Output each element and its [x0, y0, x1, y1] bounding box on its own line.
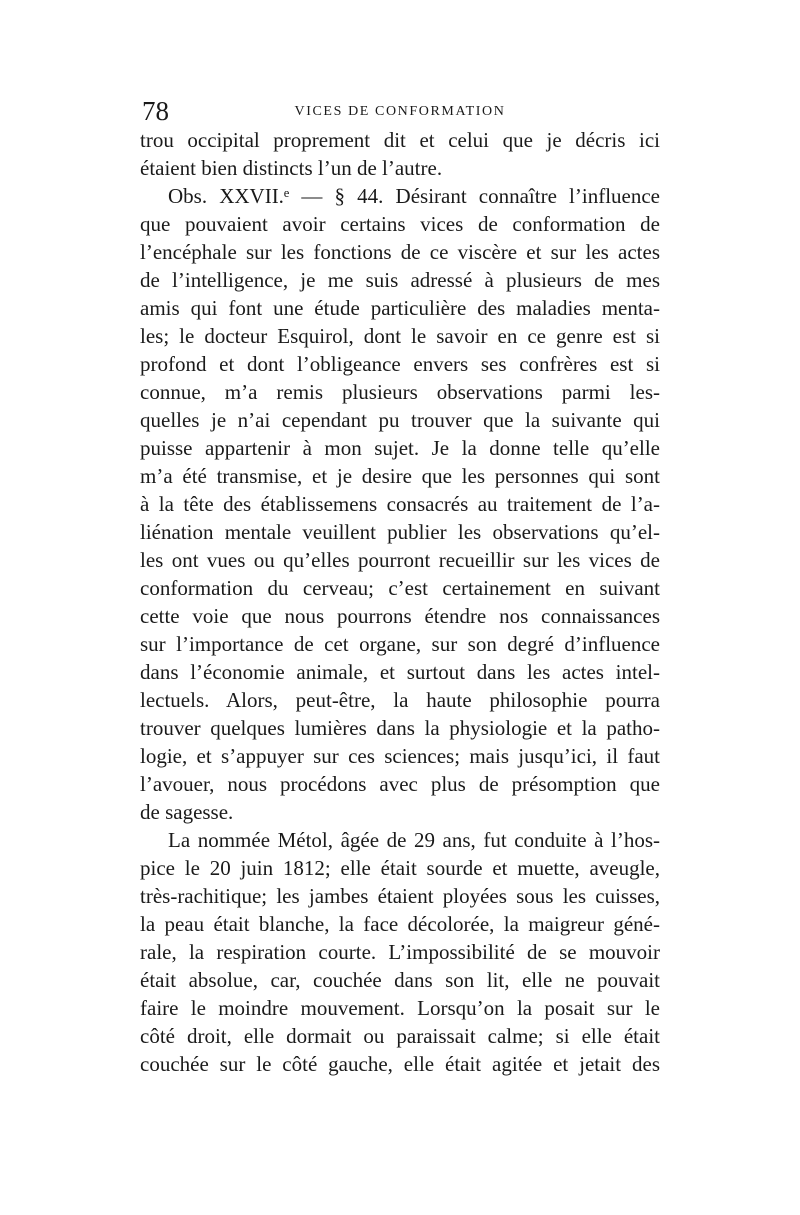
text-line-content: trou occipital proprement dit et celui que je décris ici — [140, 128, 660, 152]
text-line — [140, 406, 660, 434]
text-line — [140, 602, 660, 630]
text-line-content: que pouvaient avoir certains vices de conformation de — [140, 212, 660, 236]
text-line-content: La nommée Métol, âgée de 29 ans, fut conduite à l’hos- — [168, 828, 660, 852]
text-line — [140, 1022, 660, 1050]
text-line — [140, 1050, 660, 1078]
text-line — [140, 126, 660, 154]
text-line-content: l’encéphale sur les fonctions de ce viscère et sur les actes — [140, 240, 660, 264]
text-line-content: rale, la respiration courte. L’impossibilité de se mouvoir — [140, 940, 660, 964]
text-line-content: côté droit, elle dormait ou paraissait calme; si elle était — [140, 1024, 660, 1048]
text-line — [140, 546, 660, 574]
text-line — [140, 182, 660, 210]
text-line — [140, 518, 660, 546]
text-line-content: était absolue, car, couchée dans son lit, elle ne pouvait — [140, 968, 660, 992]
text-line — [140, 294, 660, 322]
text-line-content: pice le 20 juin 1812; elle était sourde et muette, aveugle, — [140, 856, 660, 880]
text-line — [140, 686, 660, 714]
text-line — [140, 574, 660, 602]
text-line — [140, 462, 660, 490]
text-line — [140, 630, 660, 658]
text-line — [140, 994, 660, 1022]
text-line-content: de sagesse. — [140, 800, 234, 824]
text-line-content: de l’intelligence, je me suis adressé à plusieurs de mes — [140, 268, 660, 292]
text-line-content: trouver quelques lumières dans la physiologie et la patho- — [140, 716, 660, 740]
text-line-content: conformation du cerveau; c’est certainement en suivant — [140, 576, 660, 600]
text-line — [140, 378, 660, 406]
text-line-content: la peau était blanche, la face décolorée, la maigreur géné- — [140, 912, 660, 936]
text-line-content: les; le docteur Esquirol, dont le savoir en ce genre est si — [140, 324, 660, 348]
text-line-content: étaient bien distincts l’un de l’autre. — [140, 156, 443, 180]
text-line — [140, 854, 660, 882]
text-line-content: très-rachitique; les jambes étaient ployées sous les cuisses, — [140, 884, 660, 908]
text-line-content: quelles je n’ai cependant pu trouver que la suivante qui — [140, 408, 660, 432]
text-line — [140, 826, 660, 854]
text-line — [140, 238, 660, 266]
text-line-content: puisse appartenir à mon sujet. Je la donne telle qu’elle — [140, 436, 660, 460]
text-line-content: Obs. XXVII.ᵉ — § 44. Désirant connaître l’influence — [168, 184, 660, 208]
text-line — [140, 798, 660, 826]
text-line-content: les ont vues ou qu’elles pourront recueillir sur les vices de — [140, 548, 660, 572]
page-header — [140, 96, 660, 130]
text-line-content: connue, m’a remis plusieurs observations parmi les- — [140, 380, 660, 404]
text-line-content: l’avouer, nous procédons avec plus de présomption que — [140, 772, 660, 796]
text-line-content: dans l’économie animale, et surtout dans les actes intel- — [140, 660, 660, 684]
text-line — [140, 154, 660, 182]
text-line-content: faire le moindre mouvement. Lorsqu’on la posait sur le — [140, 996, 660, 1020]
text-line-content: cette voie que nous pourrons étendre nos connaissances — [140, 604, 660, 628]
running-title: VICES DE CONFORMATION — [294, 104, 506, 119]
text-line — [140, 434, 660, 462]
text-line — [140, 210, 660, 238]
text-line — [140, 938, 660, 966]
text-line-content: profond et dont l’obligeance envers ses confrères est si — [140, 352, 660, 376]
text-line — [140, 742, 660, 770]
text-line — [140, 966, 660, 994]
text-line — [140, 350, 660, 378]
text-line-content: sur l’importance de cet organe, sur son degré d’influence — [140, 632, 660, 656]
text-line — [140, 882, 660, 910]
text-line-content: couchée sur le côté gauche, elle était agitée et jetait des — [140, 1052, 660, 1076]
text-line — [140, 714, 660, 742]
text-line — [140, 770, 660, 798]
text-line — [140, 658, 660, 686]
page-number: 78 — [142, 96, 169, 126]
text-line-content: à la tête des établissemens consacrés au traitement de l’a- — [140, 492, 660, 516]
body-text — [140, 126, 660, 1078]
text-line — [140, 322, 660, 350]
text-line-content: liénation mentale veuillent publier les observations qu’el- — [140, 520, 660, 544]
text-line — [140, 490, 660, 518]
text-line-content: lectuels. Alors, peut-être, la haute philosophie pourra — [140, 688, 660, 712]
text-line-content: logie, et s’appuyer sur ces sciences; mais jusqu’ici, il faut — [140, 744, 660, 768]
text-line-content: amis qui font une étude particulière des maladies menta- — [140, 296, 660, 320]
text-line — [140, 910, 660, 938]
text-line-content: m’a été transmise, et je desire que les personnes qui sont — [140, 464, 660, 488]
text-line — [140, 266, 660, 294]
